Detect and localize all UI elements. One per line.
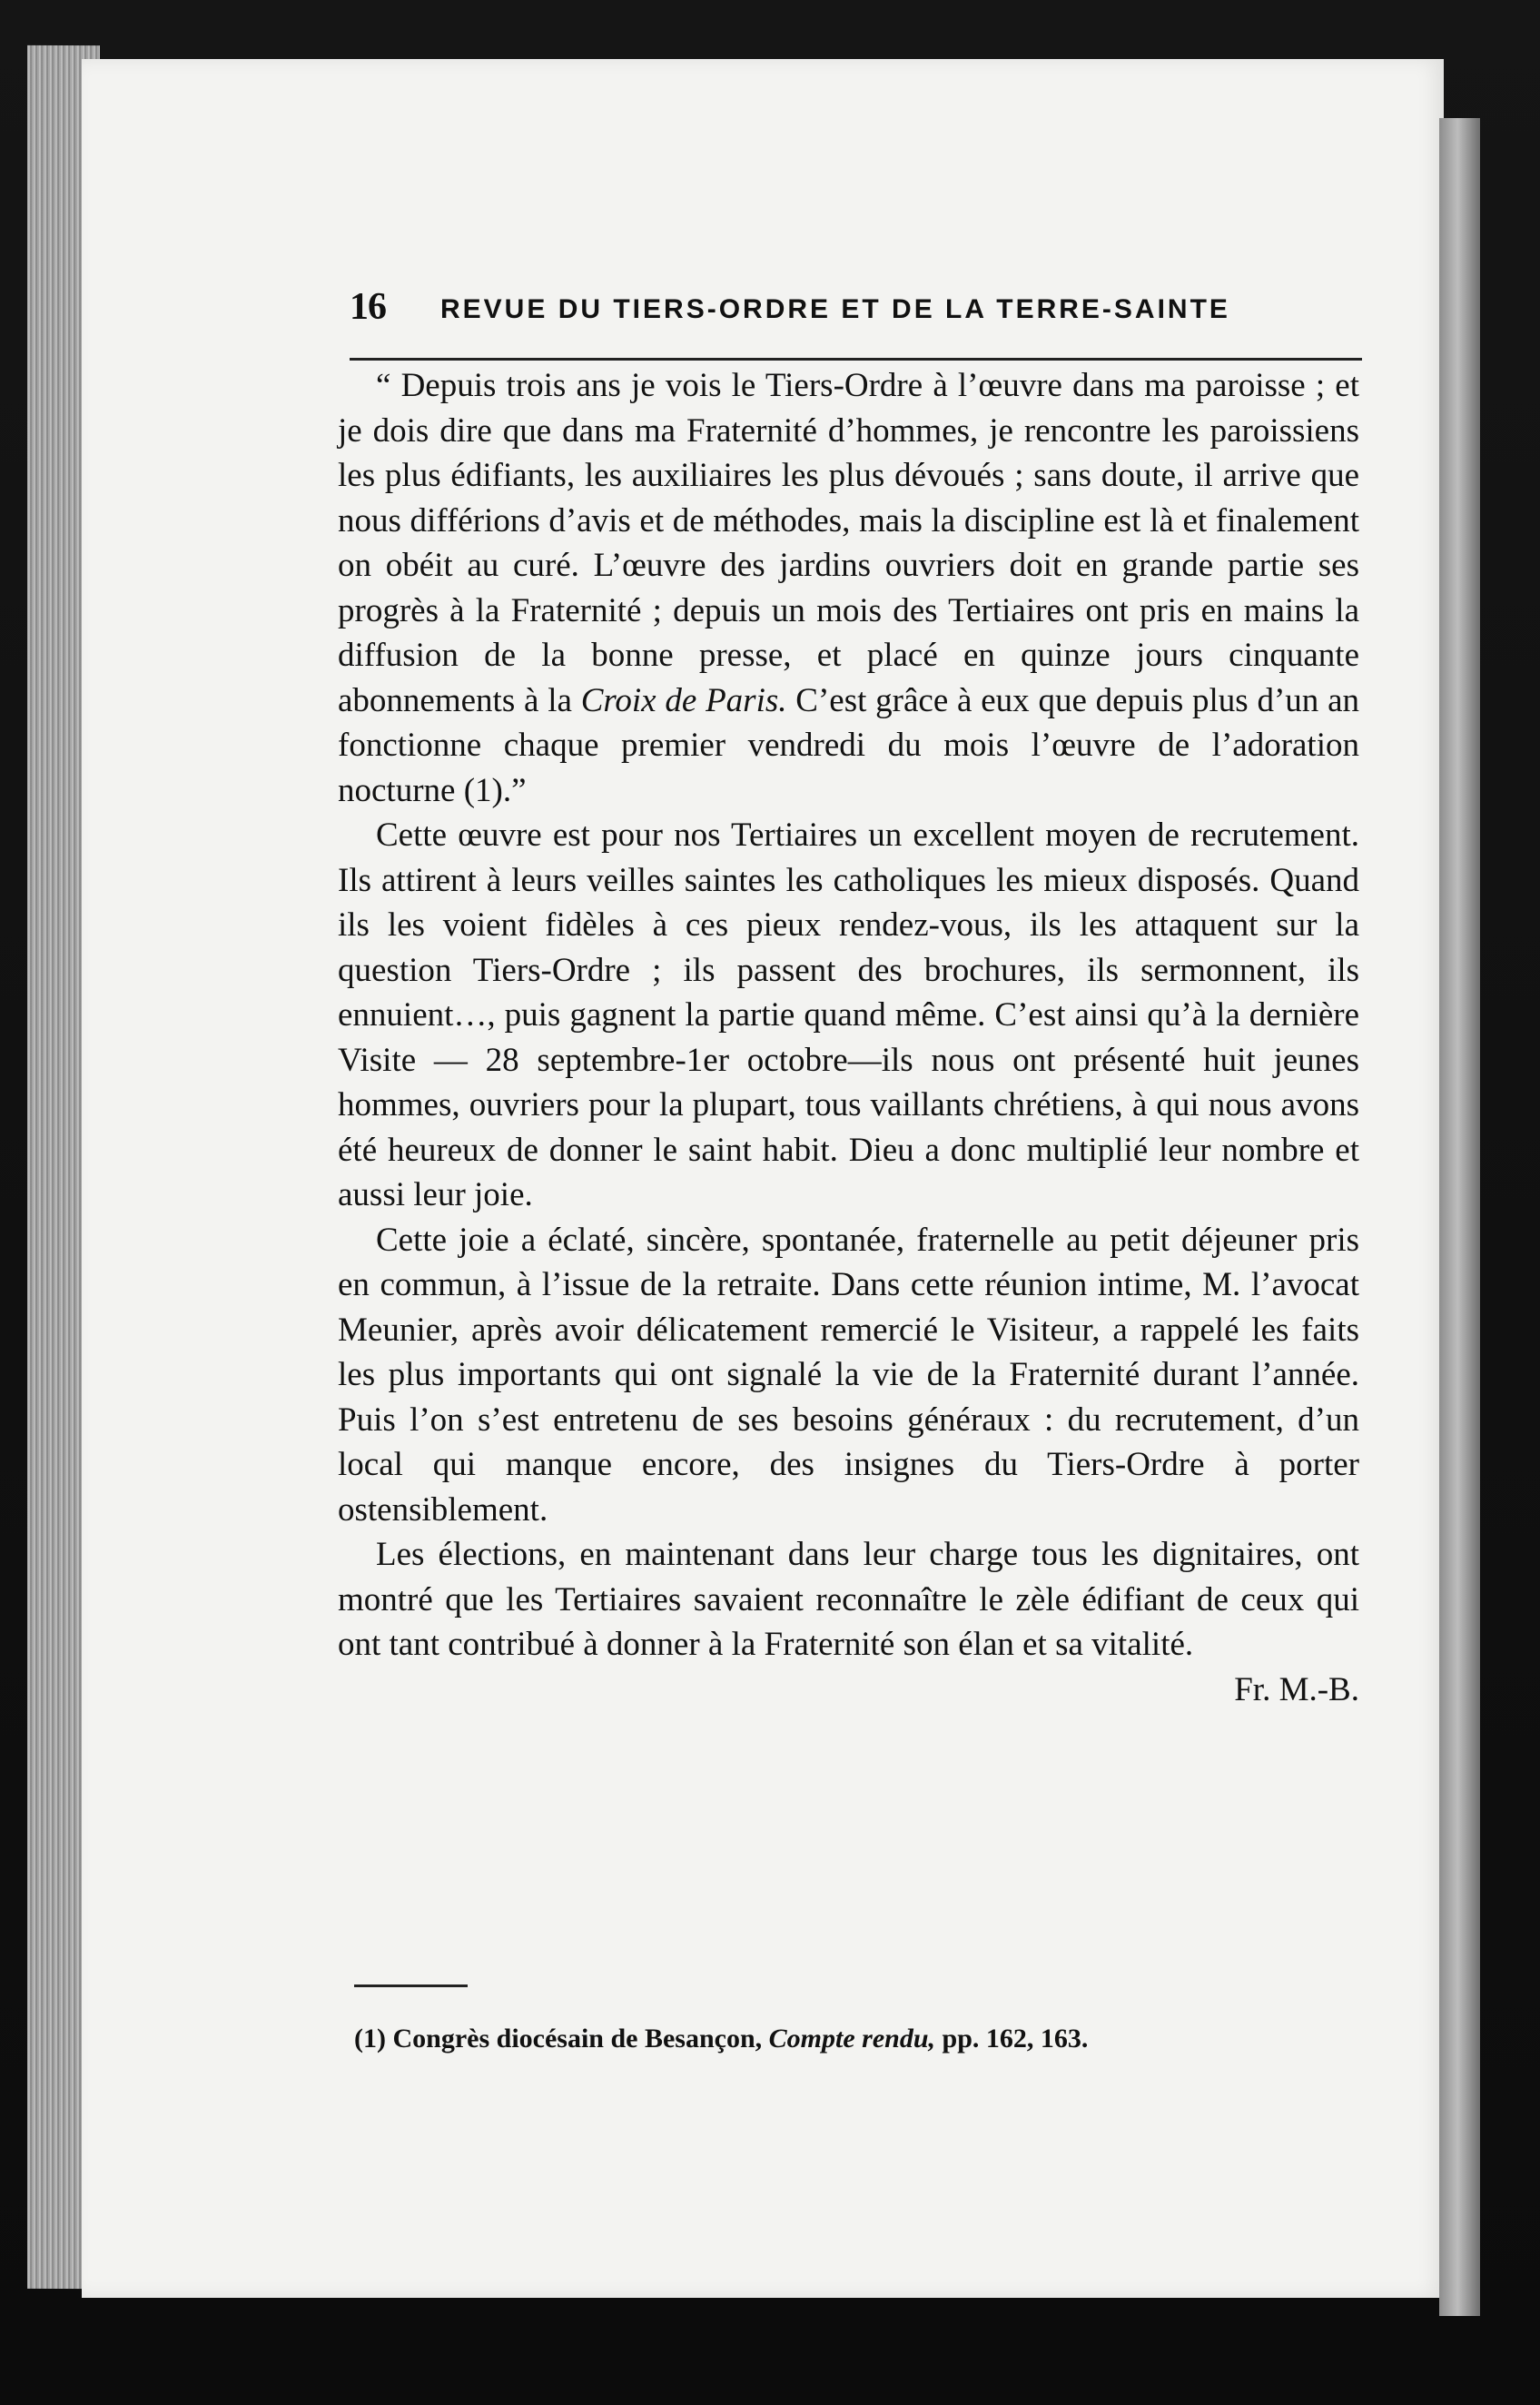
- signature: Fr. M.-B.: [1234, 1670, 1359, 1708]
- running-title: REVUE DU TIERS-ORDRE ET DE LA TERRE-SAINTE: [440, 294, 1230, 324]
- page-right-edge: [1439, 118, 1480, 2316]
- paragraph-1-text: “ Depuis trois ans je vois le Tiers-Ordre à l’œuvre dans ma paroisse ; et je dois dire que dans ma Fraternité d’hommes, je rencontre les paroissiens les plus édifiants, les auxiliaires les plus dévoués ; sans doute, il arrive que nous différions d’avis et de méthodes, mais la discipline est là et finalement on obéit au curé. L’œuvre des jardins ouvriers doit en grande partie ses progrès à la Fraternité ; depuis un mois des Tertiaires ont pris en mains la diffusion de la bonne presse, et placé en quinze jours cinquante abonnements à la: [338, 367, 1359, 719]
- footnote: [354, 2024, 1362, 2054]
- paragraph-1-end: C’est grâce à eux que depuis plus d’un an fonctionne chaque premier vendredi du mois l’œuvre de l’adoration nocturne (1).”: [338, 681, 1359, 809]
- page-header: [350, 282, 1362, 336]
- footnote-pages: pp. 162, 163.: [935, 2024, 1089, 2054]
- paragraph-4-text: Les élections, en maintenant dans leur charge tous les dignitaires, ont montré que les Tertiaires savaient reconnaître le zèle édifiant de ceux qui ont tant contribué à donner à la Fraternité son élan et sa vitalité.: [338, 1536, 1359, 1663]
- paragraph-4: [338, 1532, 1359, 1708]
- footnote-marker: (1): [354, 2024, 386, 2054]
- page-number: 16: [350, 286, 386, 328]
- footnote-text: Congrès diocésain de Besançon,: [385, 2024, 769, 2054]
- paragraph-2: Cette œuvre est pour nos Tertiaires un excellent moyen de recrutement. Ils attirent à leurs veilles saintes les catholiques les mieux disposés. Quand ils les voient fidèles à ces pieux rendez-vous, ils les attaquent sur la question Tiers-Ordre ; ils passent des brochures, ils sermonnent, ils ennuient…, puis gagnent la partie quand même. C’est ainsi qu’à la dernière Visite — 28 septembre-1er octobre—ils nous ont présenté huit jeunes hommes, ouvriers pour la plupart, tous vaillants chrétiens, à qui nous avons été heureux de donner le saint habit. Dieu a donc multiplié leur nombre et aussi leur joie.: [338, 817, 1359, 1213]
- paragraph-3: Cette joie a éclaté, sincère, spontanée, fraternelle au petit déjeuner pris en commun, à l’issue de la retraite. Dans cette réunion intime, M. l’avocat Meunier, après avoir délicatement remercié le Visiteur, a rappelé les faits les plus importants qui ont signalé la vie de la Fraternité durant l’année. Puis l’on s’est entretenu de ses besoins généraux : du recrutement, d’un local qui manque encore, des insignes du Tiers-Ordre à porter ostensiblement.: [338, 1221, 1359, 1529]
- footnote-rule: [354, 1984, 468, 1987]
- paragraph-1: [338, 363, 1359, 813]
- journal-title: Croix de Paris.: [580, 681, 787, 719]
- body-text: [338, 363, 1359, 1712]
- footnote-italic: Compte rendu,: [768, 2024, 936, 2054]
- header-rule: [350, 358, 1362, 361]
